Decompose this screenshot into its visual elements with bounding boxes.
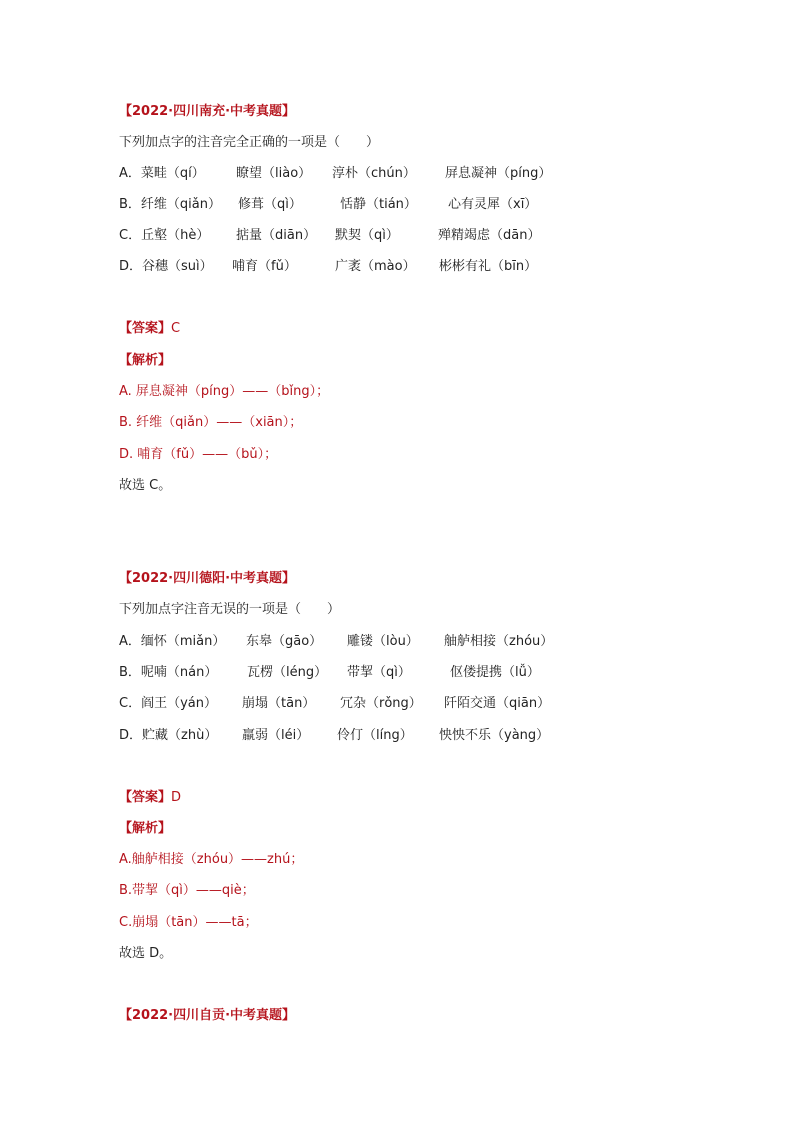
q1-option-b: B．纤维（qiǎn） 修葺（qì） 恬静（tián） 心有灵犀（xī） [119, 197, 538, 212]
q2-answer: 【答案】D [119, 790, 182, 805]
q1-analysis-label: 【解析】 [119, 353, 172, 368]
q3-source: 【2022·四川自贡·中考真题】 [119, 1008, 296, 1023]
q2-source: 【2022·四川德阳·中考真题】 [119, 571, 296, 586]
q2-analysis-label: 【解析】 [119, 821, 172, 836]
q2-stem: 下列加点字注音无误的一项是（ ） [119, 602, 341, 617]
q2-option-b: B．呢喃（nán） 瓦楞（léng） 带挈（qì） 伛偻提携（lǚ） [119, 665, 540, 680]
q1-source: 【2022·四川南充·中考真题】 [119, 104, 296, 119]
q1-stem: 下列加点字的注音完全正确的一项是（ ） [119, 135, 380, 150]
q1-option-a: A．菜畦（qí） 瞭望（liào） 淳朴（chún） 屏息凝神（píng） [119, 166, 552, 181]
q2-analysis-c: C.崩塌（tān）——tā； [119, 915, 258, 930]
q1-analysis-d: D. 哺育（fǔ）——（bǔ）； [119, 447, 278, 462]
q2-option-c: C．阎王（yán） 崩塌（tān） 冗杂（rǒng） 阡陌交通（qiān） [119, 696, 551, 711]
q1-answer: 【答案】C [119, 321, 181, 336]
q2-analysis-a: A.舳舻相接（zhóu）——zhú； [119, 852, 304, 867]
q1-option-d: D．谷穗（suì） 哺育（fǔ） 广袤（mào） 彬彬有礼（bīn） [119, 259, 538, 274]
q1-analysis-b: B. 纤维（qiǎn）——（xiān）； [119, 415, 303, 430]
q1-analysis-a: A. 屏息凝神（píng）——（bǐng）； [119, 384, 330, 399]
q2-analysis-b: B.带挈（qì）——qiè； [119, 883, 255, 898]
q1-conclusion: 故选 C。 [119, 478, 172, 493]
q2-option-d: D．贮藏（zhù） 羸弱（léi） 伶仃（líng） 怏怏不乐（yàng） [119, 728, 550, 743]
q2-conclusion: 故选 D。 [119, 946, 173, 961]
q1-option-c: C．丘壑（hè） 掂量（diān） 默契（qì） 殚精竭虑（dān） [119, 228, 541, 243]
q2-option-a: A．缅怀（miǎn） 东皋（gāo） 雕镂（lòu） 舳舻相接（zhóu） [119, 634, 554, 649]
